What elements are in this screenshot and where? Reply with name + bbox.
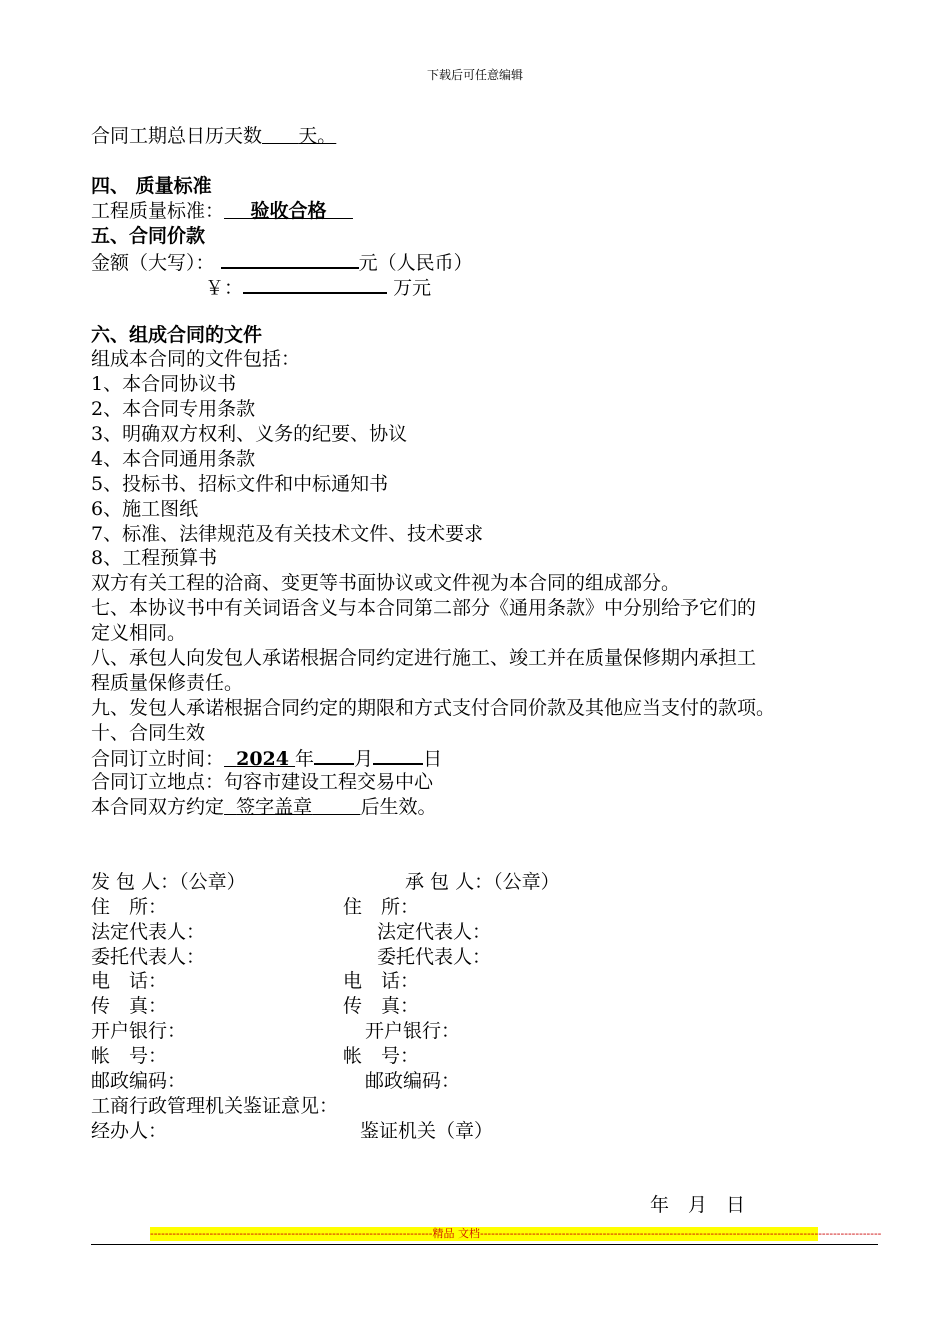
- list-item: 7、标准、法律规范及有关技术文件、技术要求: [91, 523, 484, 545]
- clause-nine: 九、发包人承诺根据合同约定的期限和方式支付合同价款及其他应当支付的款项。: [91, 697, 776, 719]
- list-item: 8、工程预算书: [91, 547, 218, 569]
- duration-value: 天。: [298, 125, 337, 147]
- day-blank: [373, 745, 423, 765]
- yen-line: [205, 274, 431, 301]
- party-right-bank: 开户银行：: [365, 1020, 461, 1042]
- list-item: 4、本合同通用条款: [91, 448, 256, 470]
- signing-place: 句容市建设工程交易中心: [224, 771, 434, 793]
- party-right-fax: 传 真：: [343, 995, 420, 1017]
- signing-year-unit: 年: [295, 748, 315, 770]
- quality-line: [91, 199, 353, 224]
- quality-label: 工程质量标准：: [91, 200, 225, 222]
- signing-place-label: 合同订立地点：: [91, 771, 225, 793]
- amount-label: 金额（大写）：: [91, 252, 215, 274]
- agreement-line: [91, 795, 436, 820]
- verification-label: 工商行政管理机关鉴证意见：: [91, 1095, 339, 1117]
- party-right-account: 帐 号：: [343, 1045, 420, 1067]
- list-item: 1、本合同协议书: [91, 373, 237, 395]
- verification-date: 年 月 日: [650, 1194, 746, 1216]
- list-item: 5、投标书、招标文件和中标通知书: [91, 473, 389, 495]
- party-left-agent: 委托代表人：: [91, 946, 206, 968]
- signing-place-line: [91, 770, 433, 795]
- party-left-address: 住 所：: [91, 896, 168, 918]
- verification-authority: 鉴证机关（章）: [360, 1120, 494, 1142]
- yen-unit: 万元: [393, 277, 432, 299]
- documents-note: 双方有关工程的洽商、变更等书面协议或文件视为本合同的组成部分。: [91, 572, 681, 594]
- amount-unit: 元（人民币）: [358, 252, 473, 274]
- quality-heading: 四、 质量标准: [91, 175, 212, 197]
- party-right-title: 承 包 人：（公章）: [405, 871, 560, 893]
- party-left-phone: 电 话：: [91, 970, 168, 992]
- party-right-agent: 委托代表人：: [377, 946, 492, 968]
- footer-watermark: ----------------------------------------------------------------------------精品 文档------------------------------------------------------------------------------------------------------------: [150, 1227, 882, 1240]
- quality-value: 验收合格: [250, 200, 327, 222]
- agreement-label: 本合同双方约定: [91, 796, 225, 818]
- clause-eight: 八、承包人向发包人承诺根据合同约定进行施工、竣工并在质量保修期内承担工: [91, 647, 757, 669]
- duration-label: 合同工期总日历天数: [91, 125, 263, 147]
- header-note: 下载后可任意编辑: [426, 68, 523, 82]
- price-heading: 五、合同价款: [91, 225, 206, 247]
- signing-month-unit: 月: [354, 748, 374, 770]
- month-blank: [314, 745, 354, 765]
- footer-mark: 精品 文档: [432, 1227, 480, 1240]
- agreement-tail: 后生效。: [360, 796, 437, 818]
- party-right-postcode: 邮政编码：: [365, 1070, 461, 1092]
- party-right-phone: 电 话：: [343, 970, 420, 992]
- party-left-postcode: 邮政编码：: [91, 1070, 187, 1092]
- list-item: 3、明确双方权利、义务的纪要、协议: [91, 423, 408, 445]
- amount-blank: [221, 249, 359, 269]
- party-left-fax: 传 真：: [91, 995, 168, 1017]
- party-left-account: 帐 号：: [91, 1045, 168, 1067]
- verification-handler: 经办人：: [91, 1120, 168, 1142]
- clause-seven: 七、本协议书中有关词语含义与本合同第二部分《通用条款》中分别给予它们的: [91, 597, 757, 619]
- clause-eight-cont: 程质量保修责任。: [91, 672, 244, 694]
- signing-day-unit: 日: [423, 748, 443, 770]
- party-right-address: 住 所：: [343, 896, 420, 918]
- party-left-title: 发 包 人：（公章）: [91, 871, 246, 893]
- amount-line: [91, 249, 473, 276]
- signing-year: 2024: [236, 748, 289, 770]
- yen-label: ￥：: [205, 277, 244, 299]
- documents-intro: 组成本合同的文件包括：: [91, 348, 301, 370]
- documents-heading: 六、组成合同的文件: [91, 324, 263, 346]
- signing-time-label: 合同订立时间：: [91, 748, 225, 770]
- agreement-value: 签字盖章: [236, 796, 313, 818]
- duration-line: [91, 124, 336, 149]
- clause-seven-cont: 定义相同。: [91, 622, 187, 644]
- list-item: 6、施工图纸: [91, 498, 199, 520]
- party-left-bank: 开户银行：: [91, 1020, 187, 1042]
- signing-time-line: [91, 745, 442, 772]
- party-right-legal-rep: 法定代表人：: [377, 921, 492, 943]
- footer-rule: [91, 1244, 878, 1245]
- party-left-legal-rep: 法定代表人：: [91, 921, 206, 943]
- yen-blank: [243, 274, 387, 294]
- clause-ten: 十、合同生效: [91, 722, 206, 744]
- list-item: 2、本合同专用条款: [91, 398, 256, 420]
